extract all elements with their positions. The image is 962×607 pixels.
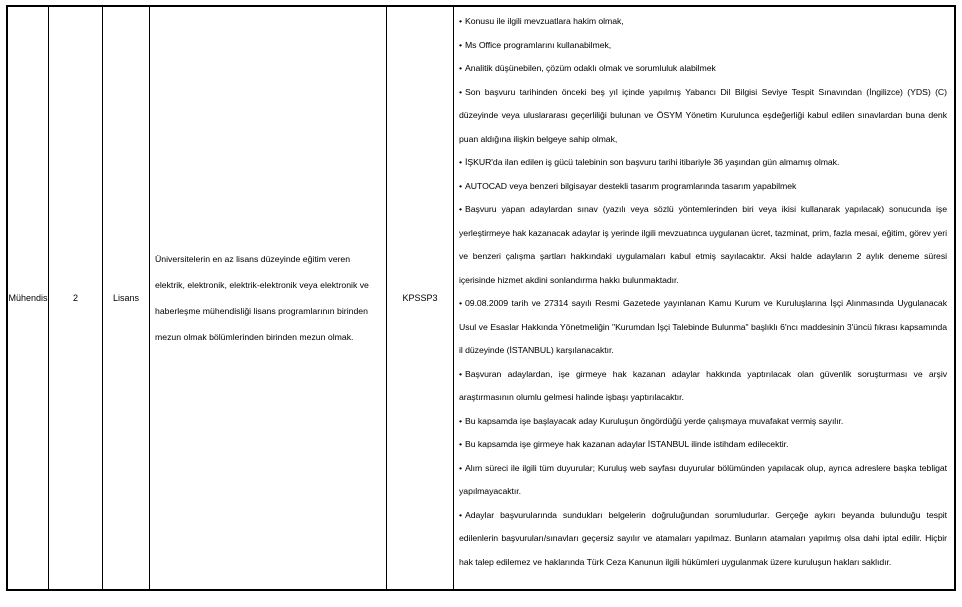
requirement-text: Analitik düşünebilen, çözüm odaklı olmak ve sorumluluk alabilmek [465, 63, 716, 73]
requirement-item [459, 504, 947, 575]
requirement-item [459, 410, 947, 434]
requirement-item [459, 81, 947, 152]
requirement-text: Konusu ile ilgili mevzuatlara hakim olmak, [465, 16, 624, 26]
bullet-icon: • [459, 39, 462, 50]
requirement-text: Bu kapsamda işe başlayacak aday Kuruluşun öngördüğü yerde çalışmaya muvafakat vermiş sayılır. [465, 415, 844, 426]
requirement-text: Son başvuru tarihinden önceki beş yıl içinde yapılmış Yabancı Dil Bilgisi Seviye Tespit Sınavından (İngilizce) (YDS) (C) düzeyinde veya uluslararası geçerliliği bulunan ve ÖSYM Yönetim Kurulunca eşdeğerliği kabul edilen sınavlardan buna denk puan aldığına ilişkin belgeye sahip olmak, [459, 86, 947, 144]
requirement-text: Bu kapsamda işe girmeye hak kazanan adaylar İSTANBUL ilinde istihdam edilecektir. [465, 439, 789, 449]
requirement-item [459, 10, 947, 34]
bullet-icon: • [459, 180, 462, 191]
bullet-icon: • [459, 509, 462, 520]
requirement-item [459, 457, 947, 504]
requirement-text: AUTOCAD veya benzeri bilgisayar destekli tasarım programlarında tasarım yapabilmek [465, 180, 797, 191]
requirement-item [459, 57, 947, 81]
education-requirement-cell [150, 7, 387, 589]
bullet-icon: • [459, 16, 462, 26]
bullet-icon: • [459, 462, 462, 473]
bullet-icon: • [459, 368, 462, 379]
bullet-icon: • [459, 204, 462, 214]
bullet-icon: • [459, 63, 462, 73]
bullet-icon: • [459, 415, 462, 426]
requirement-item [459, 34, 947, 58]
requirement-item [459, 198, 947, 292]
requirement-text: Alım süreci ile ilgili tüm duyurular; Kuruluş web sayfası duyurular bölümünden yapılacak olup, ayrıca adreslere başka tebligat yapılmayacaktır. [459, 462, 947, 496]
position-title-cell [8, 7, 49, 589]
requirement-text: Başvuran adaylardan, işe girmeye hak kazanan adaylar hakkında yaptırılacak olan güvenlik soruşturması ve arşiv araştırmasının olumlu gelmesi halinde işbaşı yaptırılacaktır. [459, 368, 947, 402]
exam-score-type: KPSSP3 [402, 293, 438, 303]
requirement-item [459, 433, 947, 457]
bullet-icon: • [459, 86, 462, 97]
position-title: Mühendis [8, 293, 48, 303]
requirement-item [459, 363, 947, 410]
bullet-icon: • [459, 298, 462, 308]
requirement-text: 09.08.2009 tarih ve 27314 sayılı Resmi Gazetede yayınlanan Kamu Kurum ve Kuruluşlarına İşçi Alınmasında Uygulanacak Usul ve Esaslar Hakkında Yönetmeliğin "Kurumdan İşçi Talebinde Bulunma" başlıklı 6'ncı maddesinin 3'üncü fıkrası kapsamında il düzeyinde (İSTANBUL) karşılanacaktır. [459, 298, 947, 355]
requirement-item [459, 151, 947, 175]
requirement-text: Başvuru yapan adaylardan sınav (yazılı veya sözlü yöntemlerinden biri veya ikisi kullanarak yapılacak) sonucunda işe yerleştirmeye hak kazanacak adaylar iş yerinde ilgili mevzuatınca uygulanan ücret, tazminat, prim, fazla mesai, eğitim, görev yeri ve benzeri çalışma şartları hakkındaki uygulamaları kabul etmiş sayılacaktır. Aksi halde adayların 2 aylık deneme süresi içerisinde hizmet akdini sonlandırma hakkı bulunmaktadır. [459, 204, 947, 285]
education-level-cell [103, 7, 150, 589]
requirement-text: İŞKUR'da ilan edilen iş gücü talebinin son başvuru tarihi itibariyle 36 yaşından gün almamış olmak. [465, 157, 840, 167]
vacancy-count-cell [49, 7, 103, 589]
exam-score-type-cell [387, 7, 454, 589]
requirement-text: Adaylar başvurularında sundukları belgelerin doğruluğundan sorumludurlar. Gerçeğe aykırı beyanda bulunduğu tespit edilenlerin başvuruları/sınavları geçersiz sayılır ve atamaları yapılmaz. Bunların atamaları yapılmış olsa dahi iptal edilir. Hiçbir hak talep edilemez ve haklarında Türk Ceza Kanunun ilgili hükümleri uygulanmak üzere kuruluşun hakları saklıdır. [459, 509, 947, 567]
bullet-icon: • [459, 157, 462, 167]
bullet-icon: • [459, 439, 462, 449]
requirement-item [459, 292, 947, 363]
education-level: Lisans [112, 293, 139, 303]
education-requirement-text: Üniversitelerin en az lisans düzeyinde eğitim veren elektrik, elektronik, elektrik-elektronik veya elektronik ve haberleşme mühendisliği lisans programlarının birinden mezun olmak bölümlerinden birinden mezun olmak. [155, 254, 369, 342]
requirements-cell [454, 7, 954, 589]
vacancy-count: 2 [72, 293, 78, 303]
job-posting-table [6, 5, 956, 591]
requirement-item [459, 175, 947, 199]
requirement-text: Ms Office programlarını kullanabilmek, [465, 39, 612, 50]
